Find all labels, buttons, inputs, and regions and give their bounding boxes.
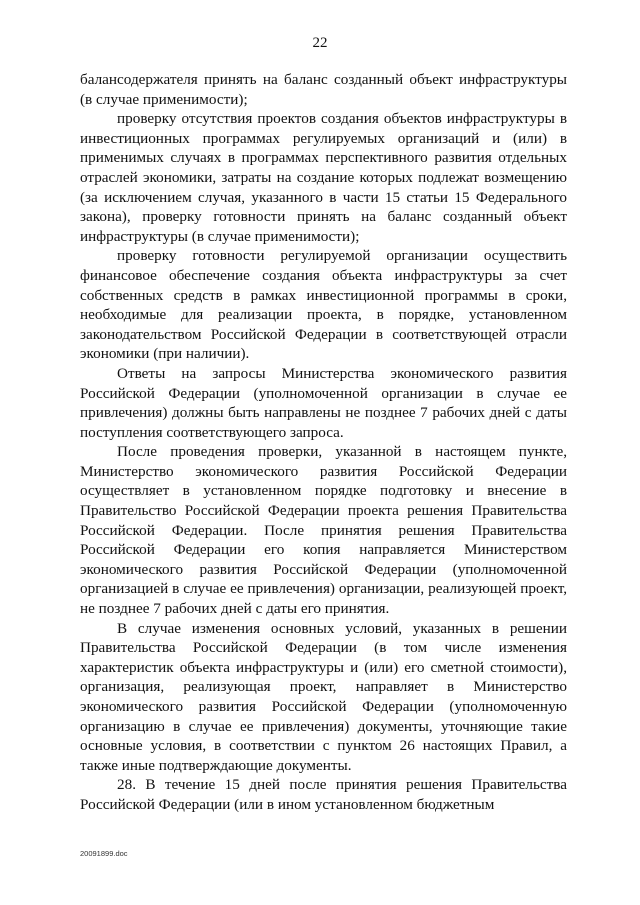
paragraph-3: проверку готовности регулируемой организации осуществить финансовое обеспечение создания объекта инфраструктуры за счет собственных средств в рамках инвестиционной программы в сроки, необходимые для реализации проекта, в порядке, установленном законодательством Российской Федерации в соответствующей отрасли экономики (при наличии). (80, 247, 567, 363)
paragraph-4: Ответы на запросы Министерства экономического развития Российской Федерации (уполномоченной организации в случае ее привлечения) должны быть направлены не позднее 7 рабочих дней с даты поступления соответствующего запроса. (80, 364, 567, 441)
paragraph-5: После проведения проверки, указанной в настоящем пункте, Министерство экономического развития Российской Федерации осуществляет в установленном порядке подготовку и внесение в Правительство Российской Федерации проекта решения Правительства Российской Федерации. После принятия решения Правительства Российской Федерации его копия направляется Министерством экономического развития Российской Федерации (уполномоченной организацией в случае ее привлечения) организации, реализующей проект, не позднее 7 рабочих дней с даты его принятия. (80, 443, 567, 618)
paragraph-2: проверку отсутствия проектов создания объектов инфраструктуры в инвестиционных программах регулируемых организаций и (или) в применимых случаях в программах перспективного развития отдельных отраслей экономики, затраты на создание которых подлежат возмещению (за исключением случая, указанного в части 15 статьи 15 Федерального закона), проверку готовности принять на баланс созданный объект инфраструктуры (в случае применимости); (80, 110, 567, 245)
paragraph-1: балансодержателя принять на баланс созданный объект инфраструктуры (в случае применимости); (80, 71, 567, 108)
page-number: 22 (312, 35, 328, 51)
paragraph-7: 28. В течение 15 дней после принятия решения Правительства Российской Федерации (или в ином установленном бюджетным (80, 776, 567, 813)
paragraph-6: В случае изменения основных условий, указанных в решении Правительства Российской Федерации (в том числе изменения характеристик объекта инфраструктуры и (или) его сметной стоимости), организация, реализующая проект, направляет в Министерство экономического развития Российской Федерации (уполномоченную организацию в случае ее привлечения) документы, уточняющие такие основные условия, в соответствии с пунктом 26 настоящих Правил, а также иные подтверждающие документы. (80, 619, 567, 774)
footer-filename: 20091899.doc (80, 849, 128, 858)
document-body (80, 70, 567, 815)
